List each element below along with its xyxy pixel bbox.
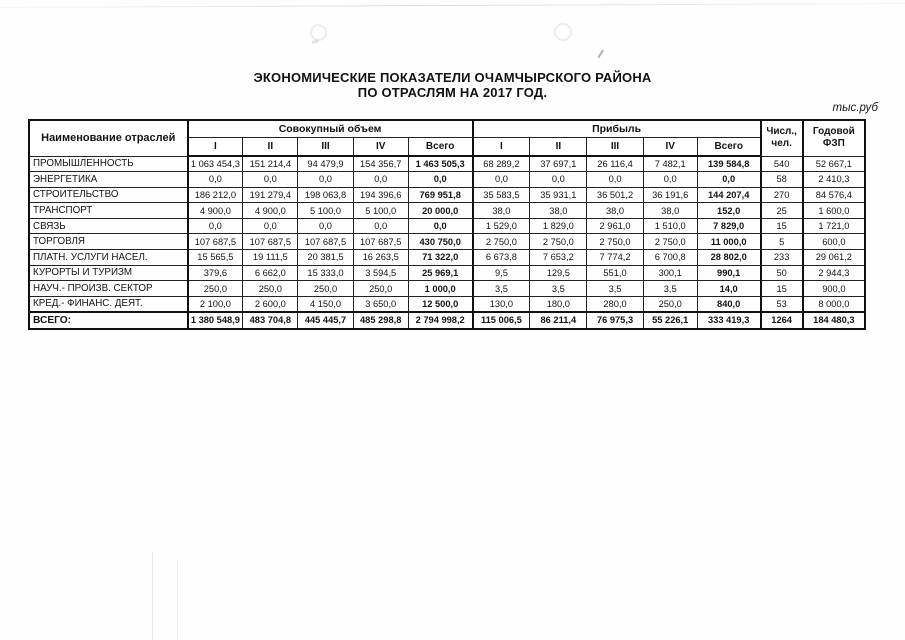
cell-profit-q3: 76 975,3 — [587, 312, 643, 329]
cell-profit-q2: 3,5 — [530, 281, 587, 297]
col-header-profit-q1: I — [473, 137, 530, 156]
cell-volume-total: 0,0 — [408, 172, 472, 188]
cell-profit-q2: 0,0 — [530, 172, 587, 188]
industry-row — [29, 203, 865, 219]
cell-volume-q2: 19 111,5 — [243, 250, 298, 266]
cell-volume-q2: 250,0 — [243, 281, 298, 297]
cell-volume-q4: 0,0 — [353, 172, 408, 188]
cell-profit-q4: 55 226,1 — [643, 312, 697, 329]
cell-profit-q3: 280,0 — [587, 296, 643, 312]
cell-volume-q1: 186 212,0 — [188, 187, 243, 203]
cell-profit-q2: 1 829,0 — [530, 218, 587, 234]
cell-headcount: 15 — [761, 281, 803, 297]
industry-row — [29, 187, 865, 203]
industry-row — [29, 281, 865, 297]
row-label: СВЯЗЬ — [29, 218, 188, 234]
cell-profit-total: 14,0 — [697, 281, 760, 297]
cell-volume-q3: 4 150,0 — [298, 296, 353, 312]
col-header-profit-q2: II — [530, 137, 587, 156]
row-label: ЭНЕРГЕТИКА — [29, 172, 188, 188]
cell-fund: 8 000,0 — [803, 296, 865, 312]
cell-volume-q3: 0,0 — [298, 218, 353, 234]
cell-profit-q4: 250,0 — [643, 296, 697, 312]
cell-profit-q2: 7 653,2 — [530, 250, 587, 266]
cell-volume-q2: 6 662,0 — [243, 265, 298, 281]
units-label: тыс.руб — [832, 102, 878, 114]
cell-fund: 184 480,3 — [803, 312, 865, 329]
cell-headcount: 15 — [761, 218, 803, 234]
cell-volume-q3: 15 333,0 — [298, 265, 353, 281]
row-label: КРЕД.- ФИНАНС. ДЕЯТ. — [29, 296, 188, 312]
cell-profit-q1: 38,0 — [473, 203, 530, 219]
indicators-table — [28, 119, 866, 330]
cell-volume-q1: 0,0 — [188, 172, 243, 188]
document-title-line1: ЭКОНОМИЧЕСКИЕ ПОКАЗАТЕЛИ ОЧАМЧЫРСКОГО РАЙОНА — [253, 70, 652, 85]
cell-profit-q1: 68 289,2 — [473, 156, 530, 172]
cell-profit-q4: 2 750,0 — [643, 234, 697, 250]
cell-volume-q1: 4 900,0 — [188, 203, 243, 219]
cell-volume-total: 1 000,0 — [408, 281, 472, 297]
cell-profit-q4: 300,1 — [643, 265, 697, 281]
cell-volume-q1: 1 380 548,9 — [188, 312, 243, 329]
cell-profit-q2: 180,0 — [530, 296, 587, 312]
cell-volume-q2: 191 279,4 — [243, 187, 298, 203]
cell-volume-total: 769 951,8 — [408, 187, 472, 203]
document-title — [0, 71, 905, 100]
col-header-volume-total: Всего — [408, 137, 472, 156]
cell-fund: 1 600,0 — [803, 203, 865, 219]
cell-profit-q1: 2 750,0 — [473, 234, 530, 250]
cell-profit-q3: 0,0 — [587, 172, 643, 188]
col-group-volume: Совокупный объем — [188, 120, 473, 137]
row-label: ПЛАТН. УСЛУГИ НАСЕЛ. — [29, 250, 188, 266]
cell-headcount: 58 — [761, 172, 803, 188]
cell-volume-q4: 250,0 — [353, 281, 408, 297]
industry-row — [29, 265, 865, 281]
industry-row — [29, 250, 865, 266]
total-row — [29, 312, 865, 329]
headcount-header-line2: чел. — [771, 138, 792, 150]
cell-headcount: 5 — [761, 234, 803, 250]
cell-profit-total: 0,0 — [697, 172, 760, 188]
scan-artifact-vertical-streak-2 — [177, 560, 178, 640]
cell-profit-q4: 6 700,8 — [643, 250, 697, 266]
cell-volume-q2: 0,0 — [243, 218, 298, 234]
col-header-headcount — [761, 120, 803, 156]
cell-volume-q3: 20 381,5 — [298, 250, 353, 266]
cell-profit-q4: 3,5 — [643, 281, 697, 297]
cell-volume-q2: 483 704,8 — [243, 312, 298, 329]
cell-profit-q1: 0,0 — [473, 172, 530, 188]
cell-profit-q1: 3,5 — [473, 281, 530, 297]
cell-headcount: 25 — [761, 203, 803, 219]
cell-headcount: 50 — [761, 265, 803, 281]
cell-volume-q3: 198 063,8 — [298, 187, 353, 203]
cell-volume-q1: 15 565,5 — [188, 250, 243, 266]
cell-volume-q4: 154 356,7 — [353, 156, 408, 172]
cell-profit-q2: 37 697,1 — [530, 156, 587, 172]
row-label: СТРОИТЕЛЬСТВО — [29, 187, 188, 203]
row-label: ТОРГОВЛЯ — [29, 234, 188, 250]
scan-artifact-slash — [597, 50, 603, 58]
cell-profit-q4: 7 482,1 — [643, 156, 697, 172]
cell-profit-total: 152,0 — [697, 203, 760, 219]
col-header-volume-q4: IV — [353, 137, 408, 156]
cell-profit-q3: 551,0 — [587, 265, 643, 281]
cell-volume-q3: 445 445,7 — [298, 312, 353, 329]
cell-volume-q3: 94 479,9 — [298, 156, 353, 172]
col-header-profit-q4: IV — [643, 137, 697, 156]
cell-volume-total: 2 794 998,2 — [408, 312, 472, 329]
cell-volume-total: 430 750,0 — [408, 234, 472, 250]
cell-volume-total: 20 000,0 — [408, 203, 472, 219]
row-label: ВСЕГО: — [29, 312, 188, 329]
cell-profit-total: 11 000,0 — [697, 234, 760, 250]
cell-profit-q4: 1 510,0 — [643, 218, 697, 234]
cell-profit-total: 990,1 — [697, 265, 760, 281]
cell-volume-q1: 379,6 — [188, 265, 243, 281]
headcount-header-line1: Числ., — [766, 125, 797, 137]
cell-volume-q4: 194 396,6 — [353, 187, 408, 203]
cell-headcount: 540 — [761, 156, 803, 172]
table-body — [29, 156, 865, 329]
cell-volume-total: 12 500,0 — [408, 296, 472, 312]
scan-artifact-top-streak — [0, 3, 905, 8]
cell-volume-q1: 250,0 — [188, 281, 243, 297]
cell-fund: 29 061,2 — [803, 250, 865, 266]
scan-artifact-speck — [312, 39, 319, 43]
cell-volume-q4: 16 263,5 — [353, 250, 408, 266]
row-label: ПРОМЫШЛЕННОСТЬ — [29, 156, 188, 172]
indicators-table-wrap — [28, 119, 866, 330]
cell-fund: 2 944,3 — [803, 265, 865, 281]
cell-profit-q3: 3,5 — [587, 281, 643, 297]
col-group-profit: Прибыль — [473, 120, 761, 137]
cell-volume-total: 0,0 — [408, 218, 472, 234]
cell-volume-q1: 2 100,0 — [188, 296, 243, 312]
document-title-line2: ПО ОТРАСЛЯМ НА 2017 ГОД. — [357, 84, 548, 100]
cell-fund: 600,0 — [803, 234, 865, 250]
cell-volume-q4: 0,0 — [353, 218, 408, 234]
col-header-volume-q1: I — [188, 137, 243, 156]
cell-profit-q2: 86 211,4 — [530, 312, 587, 329]
cell-volume-q3: 250,0 — [298, 281, 353, 297]
cell-volume-q1: 0,0 — [188, 218, 243, 234]
cell-profit-q4: 0,0 — [643, 172, 697, 188]
cell-profit-q1: 35 583,5 — [473, 187, 530, 203]
industry-row — [29, 218, 865, 234]
cell-profit-total: 7 829,0 — [697, 218, 760, 234]
industry-row — [29, 172, 865, 188]
cell-headcount: 233 — [761, 250, 803, 266]
cell-profit-q2: 38,0 — [530, 203, 587, 219]
cell-volume-q2: 107 687,5 — [243, 234, 298, 250]
cell-profit-q1: 130,0 — [473, 296, 530, 312]
row-label: НАУЧ.- ПРОИЗВ. СЕКТОР — [29, 281, 188, 297]
cell-volume-q2: 0,0 — [243, 172, 298, 188]
cell-profit-q3: 38,0 — [587, 203, 643, 219]
industry-row — [29, 296, 865, 312]
cell-fund: 1 721,0 — [803, 218, 865, 234]
cell-volume-total: 71 322,0 — [408, 250, 472, 266]
cell-profit-q4: 38,0 — [643, 203, 697, 219]
cell-volume-q4: 3 650,0 — [353, 296, 408, 312]
cell-fund: 2 410,3 — [803, 172, 865, 188]
col-header-volume-q3: III — [298, 137, 353, 156]
cell-volume-q2: 4 900,0 — [243, 203, 298, 219]
cell-profit-q1: 6 673,8 — [473, 250, 530, 266]
cell-profit-q2: 35 931,1 — [530, 187, 587, 203]
cell-profit-q1: 9,5 — [473, 265, 530, 281]
row-label: КУРОРТЫ И ТУРИЗМ — [29, 265, 188, 281]
cell-profit-total: 139 584,8 — [697, 156, 760, 172]
cell-volume-q3: 107 687,5 — [298, 234, 353, 250]
cell-profit-q1: 115 006,5 — [473, 312, 530, 329]
cell-volume-q4: 3 594,5 — [353, 265, 408, 281]
industry-row — [29, 156, 865, 172]
cell-profit-total: 144 207,4 — [697, 187, 760, 203]
cell-profit-q2: 129,5 — [530, 265, 587, 281]
cell-fund: 84 576,4 — [803, 187, 865, 203]
cell-volume-total: 25 969,1 — [408, 265, 472, 281]
cell-volume-q2: 151 214,4 — [243, 156, 298, 172]
cell-profit-q4: 36 191,6 — [643, 187, 697, 203]
cell-fund: 52 667,1 — [803, 156, 865, 172]
cell-headcount: 270 — [761, 187, 803, 203]
cell-profit-q3: 2 961,0 — [587, 218, 643, 234]
cell-profit-q3: 26 116,4 — [587, 156, 643, 172]
cell-fund: 900,0 — [803, 281, 865, 297]
cell-volume-q3: 5 100,0 — [298, 203, 353, 219]
cell-profit-total: 28 802,0 — [697, 250, 760, 266]
cell-profit-total: 840,0 — [697, 296, 760, 312]
header-row-groups — [29, 120, 865, 137]
cell-profit-q3: 36 501,2 — [587, 187, 643, 203]
col-header-profit-q3: III — [587, 137, 643, 156]
cell-profit-q2: 2 750,0 — [530, 234, 587, 250]
row-label: ТРАНСПОРТ — [29, 203, 188, 219]
fund-header-line1: Годовой — [812, 125, 855, 137]
cell-volume-total: 1 463 505,3 — [408, 156, 472, 172]
cell-profit-total: 333 419,3 — [697, 312, 760, 329]
col-header-volume-q2: II — [243, 137, 298, 156]
cell-volume-q4: 485 298,8 — [353, 312, 408, 329]
cell-volume-q1: 1 063 454,3 — [188, 156, 243, 172]
cell-volume-q4: 5 100,0 — [353, 203, 408, 219]
scan-artifact-vertical-streak-1 — [152, 552, 153, 640]
cell-volume-q3: 0,0 — [298, 172, 353, 188]
cell-profit-q1: 1 529,0 — [473, 218, 530, 234]
cell-profit-q3: 7 774,2 — [587, 250, 643, 266]
cell-volume-q2: 2 600,0 — [243, 296, 298, 312]
col-header-profit-total: Всего — [697, 137, 760, 156]
cell-volume-q1: 107 687,5 — [188, 234, 243, 250]
col-header-fund — [803, 120, 865, 156]
cell-volume-q4: 107 687,5 — [353, 234, 408, 250]
col-header-name: Наименование отраслей — [29, 120, 188, 156]
industry-row — [29, 234, 865, 250]
scan-artifact-hole-punch-2 — [554, 23, 572, 41]
fund-header-line2: ФЗП — [822, 138, 845, 150]
cell-profit-q3: 2 750,0 — [587, 234, 643, 250]
cell-headcount: 53 — [761, 296, 803, 312]
cell-headcount: 1264 — [761, 312, 803, 329]
